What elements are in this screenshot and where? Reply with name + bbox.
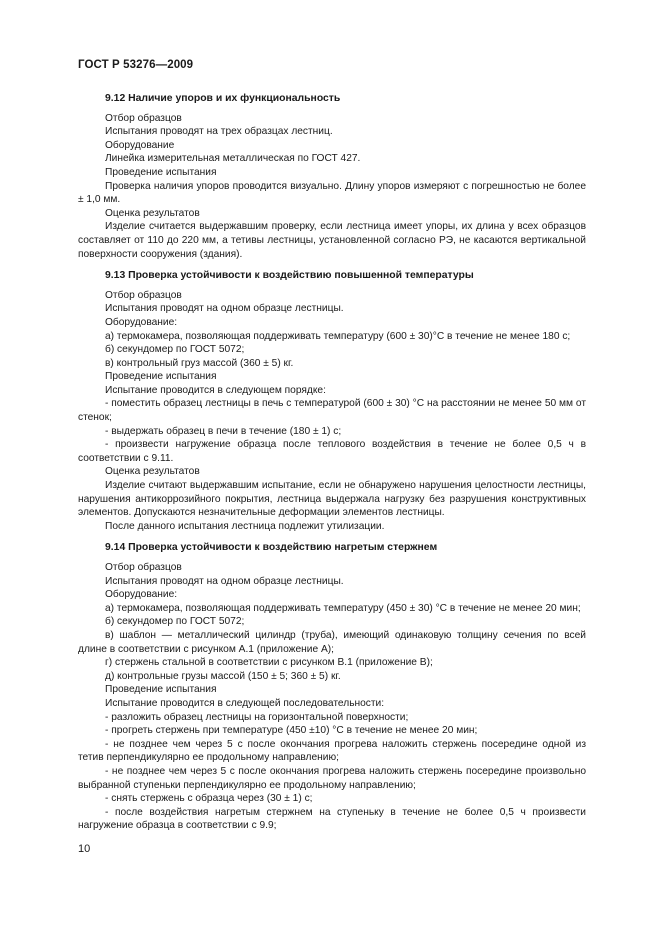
paragraph: - не позднее чем через 5 с после окончания прогрева наложить стержень посередине произвольно выбранной ступеньки перпендикулярно ее продольному направлению; xyxy=(78,765,586,791)
paragraph: б) секундомер по ГОСТ 5072; xyxy=(105,344,245,356)
paragraph: Изделие считают выдержавшим испытание, если не обнаружено нарушения целостности лестницы, нарушения антикоррозийного покрытия, лестница выдержала нагрузку без разрушения конструктивных элементов. Допускаются незначительные деформации элементов лестницы. xyxy=(78,480,586,519)
document-header: ГОСТ Р 53276—2009 xyxy=(78,59,194,71)
section-9-14 xyxy=(78,541,586,832)
paragraph: После данного испытания лестница подлежит утилизации. xyxy=(105,520,385,532)
paragraph: - выдержать образец в печи в течение (180 ± 1) с; xyxy=(105,425,342,437)
page-number: 10 xyxy=(78,843,91,855)
paragraph: а) термокамера, позволяющая поддерживать температуру (600 ± 30)°С в течение не менее 180 с; xyxy=(105,330,571,342)
section-9-13 xyxy=(78,269,586,533)
section-title: 9.14 Проверка устойчивости к воздействию нагретым стержнем xyxy=(105,542,438,554)
paragraph: Оборудование xyxy=(105,139,175,151)
paragraph: а) термокамера, позволяющая поддерживать температуру (450 ± 30) °С в течение не менее 20 мин; xyxy=(105,602,581,614)
paragraph: - произвести нагружение образца после теплового воздействия в течение не более 0,5 ч в соответствии с 9.11. xyxy=(78,439,586,464)
document-body xyxy=(78,92,586,833)
paragraph: Испытания проводят на одном образце лестницы. xyxy=(105,575,344,587)
paragraph: - снять стержень с образца через (30 ± 1) с; xyxy=(105,793,313,805)
paragraph: Испытания проводят на одном образце лестницы. xyxy=(105,303,344,315)
section-title: 9.13 Проверка устойчивости к воздействию повышенной температуры xyxy=(105,270,474,282)
paragraph: - разложить образец лестницы на горизонтальной поверхности; xyxy=(105,711,409,723)
paragraph: Проверка наличия упоров проводится визуально. Длину упоров измеряют с погрешностью не более ± 1,0 мм. xyxy=(78,180,586,206)
paragraph: г) стержень стальной в соответствии с рисунком В.1 (приложение В); xyxy=(105,657,433,669)
paragraph: Испытание проводится в следующей последовательности: xyxy=(105,697,385,709)
paragraph: д) контрольные грузы массой (150 ± 5; 360 ± 5) кг. xyxy=(105,670,341,682)
paragraph: Отбор образцов xyxy=(105,289,182,301)
paragraph: б) секундомер по ГОСТ 5072; xyxy=(105,616,245,628)
paragraph: Проведение испытания xyxy=(105,371,217,383)
paragraph: в) шаблон — металлический цилиндр (труба), имеющий одинаковую толщину сечения по всей длине в соответствии с рисунком А.1 (приложение А); xyxy=(78,629,586,655)
paragraph: в) контрольный груз массой (360 ± 5) кг. xyxy=(105,357,294,369)
paragraph: - прогреть стержень при температуре (450 ±10) °С в течение не менее 20 мин; xyxy=(105,725,478,737)
section-title: 9.12 Наличие упоров и их функциональность xyxy=(105,93,341,104)
paragraph: - поместить образец лестницы в печь с температурой (600 ± 30) °С на расстоянии не менее 50 мм от стенок; xyxy=(78,398,586,424)
paragraph: Проведение испытания xyxy=(105,684,217,696)
paragraph: Оценка результатов xyxy=(105,207,200,219)
section-9-12 xyxy=(78,92,586,261)
paragraph: Оценка результатов xyxy=(105,466,200,478)
paragraph: Проведение испытания xyxy=(105,166,217,178)
paragraph: - после воздействия нагретым стержнем на ступеньку в течение не более 0,5 ч произвести нагружение образца в соответствии с 9.9; xyxy=(78,806,586,832)
paragraph: Отбор образцов xyxy=(105,562,182,573)
paragraph: Испытания проводят на трех образцах лестниц. xyxy=(105,126,333,138)
paragraph: Изделие считается выдержавшим проверку, если лестница имеет упоры, их длина у всех образцов составляет от 110 до 220 мм, а тетивы лестницы, установленной согласно РЭ, не касаются вертикальной поверхности сооружения (здания). xyxy=(78,221,586,260)
paragraph: Оборудование: xyxy=(105,316,178,328)
paragraph: Отбор образцов xyxy=(105,112,182,124)
paragraph: - не позднее чем через 5 с после окончания прогрева наложить стержень посередине одной из тетив перпендикулярно ее продольному направлению; xyxy=(78,738,586,764)
paragraph: Оборудование: xyxy=(105,589,178,601)
paragraph: Испытание проводится в следующем порядке: xyxy=(105,384,326,396)
paragraph: Линейка измерительная металлическая по ГОСТ 427. xyxy=(105,153,361,165)
